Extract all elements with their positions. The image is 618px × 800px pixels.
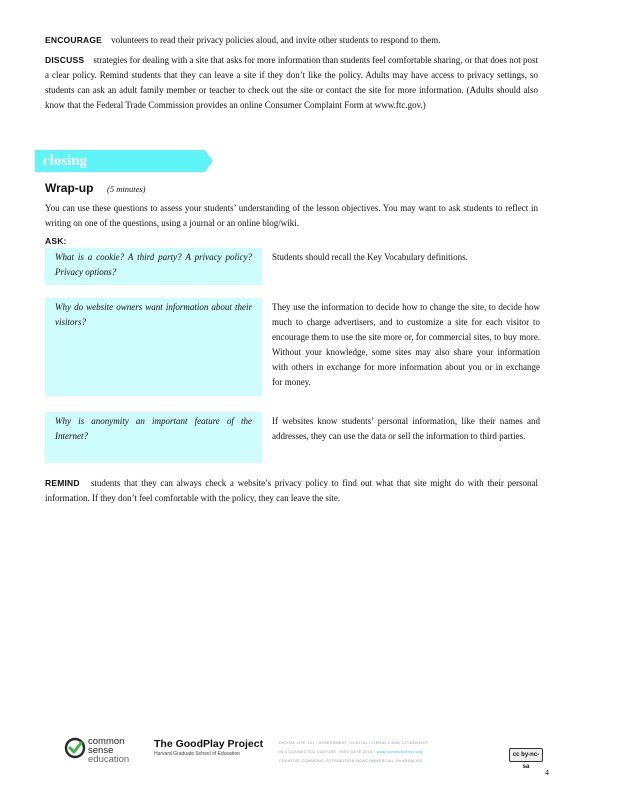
- cs-word-common: common: [88, 736, 125, 747]
- goodplay-subtitle: Harvard Graduate School of Education: [154, 751, 240, 757]
- question-box-2: Why do website owners want information about their visitors?: [45, 298, 262, 396]
- remind-keyword: REMIND: [45, 478, 80, 488]
- question-box-3: Why is anonymity an important feature of the Internet?: [45, 412, 262, 463]
- wrap-up-duration: (5 minutes): [107, 184, 146, 194]
- legal-line-1: DIGITAL LIFE 101 / ASSESSMENT / DIGITAL LITERACY AND CITIZENSHIP: [279, 741, 429, 745]
- common-sense-wordmark: [88, 737, 129, 764]
- wrap-up-intro: You can use these questions to assess your students’ understanding of the lesson objectives. You may want to ask students to reflect in writing on one of the questions, using a journal or an online blog/wiki.: [45, 203, 538, 228]
- legal-line-2-text: IN A CONNECTED CULTURE / REV DATE 2015 /: [279, 750, 376, 754]
- question-box-1: What is a cookie? A third party? A privacy policy? Privacy options?: [45, 248, 262, 285]
- legal-line-2: [279, 748, 494, 757]
- discuss-paragraph: [45, 53, 538, 113]
- encourage-paragraph: [45, 33, 538, 48]
- discuss-keyword: DISCUSS: [45, 55, 85, 65]
- cs-word-education: education: [88, 754, 130, 765]
- answer-3: If websites know students’ personal information, like their names and addresses, they can use the data or sell the information to third parties.: [272, 416, 540, 441]
- creative-commons-badge: cc by-nc-sa: [509, 748, 543, 762]
- encourage-keyword: ENCOURAGE: [45, 35, 103, 45]
- answer-1: Students should recall the Key Vocabulary definitions.: [272, 252, 468, 262]
- remind-text: students that they can always check a website’s privacy policy to find out what that site might do with their personal information. If they don’t feel comfortable with the policy, they can leave the site.: [45, 478, 539, 503]
- closing-banner: [35, 150, 213, 172]
- wrap-up-heading: Wrap-up: [45, 181, 94, 195]
- common-sense-check-icon: [64, 737, 86, 759]
- cs-word-sense: sense: [88, 745, 114, 756]
- remind-paragraph: [45, 476, 538, 506]
- ask-label: ASK:: [45, 236, 67, 246]
- legal-url-link[interactable]: www.commonsense.org: [376, 750, 423, 754]
- encourage-text: volunteers to read their privacy policies aloud, and invite other students to respond to them.: [111, 35, 441, 45]
- closing-banner-label: closing: [43, 153, 88, 169]
- answer-2: They use the information to decide how to change the site, to decide how much to charge advertisers, and to customize a site for each visitor to encourage them to use the site more or, for commercial sites, to buy more. Without your knowledge, some sites may also share your information with others in exchange for more information about you or in exchange for money.: [272, 302, 540, 387]
- footer-legal-text: [279, 739, 494, 766]
- discuss-text: strategies for dealing with a site that asks for more information than students feel comfortable sharing, or that does not post a clear policy. Remind students that they can leave a site if they don’t like the policy. Adults may have access to privacy settings, so students can ask an adult family member or teacher to check out the site or contact the site for more information. (Adults should also know that the Federal Trade Commission provides an online Consumer Complaint Form at www.ftc.gov.): [45, 55, 539, 110]
- legal-line-3: CREATIVE COMMONS: ATTRIBUTION-NONCOMMERCIAL-SHAREALIKE: [279, 759, 423, 763]
- goodplay-title: The GoodPlay Project: [154, 738, 264, 750]
- page-number: 4: [545, 768, 549, 777]
